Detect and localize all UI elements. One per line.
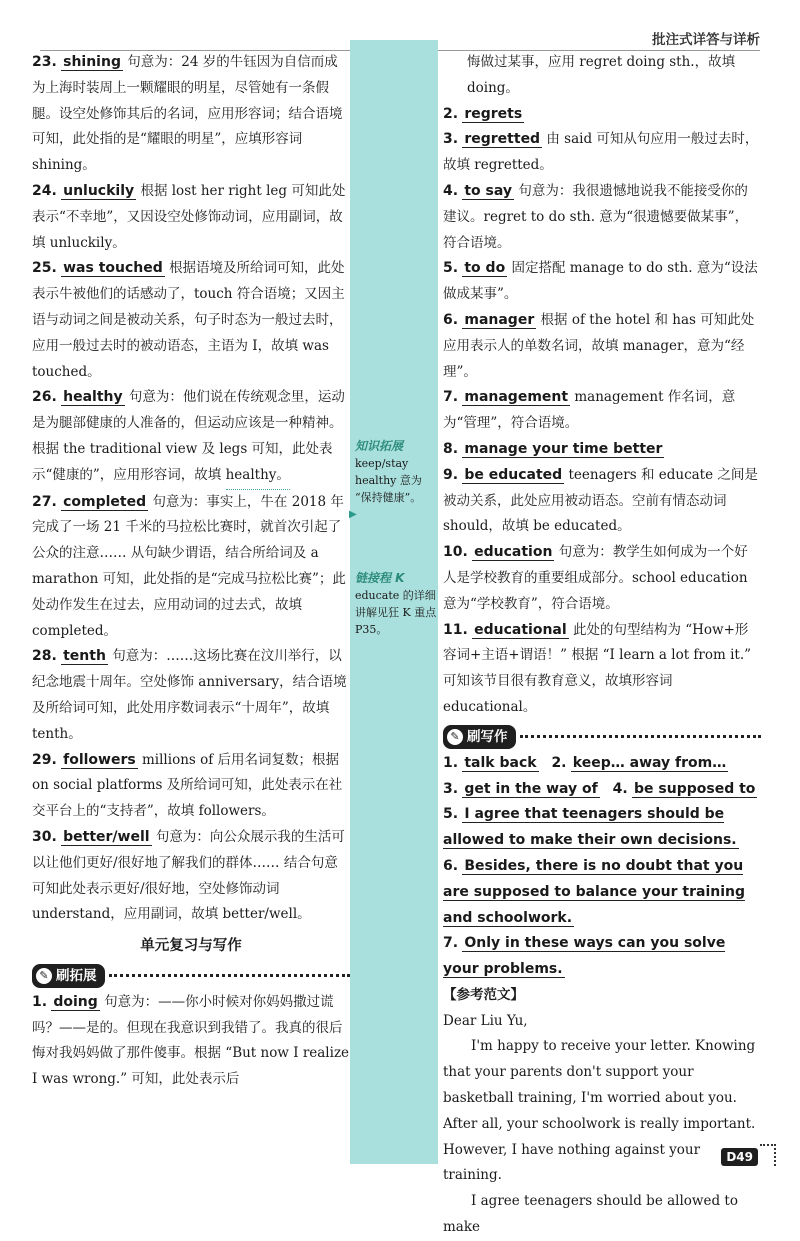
writing-item-5: [443, 802, 761, 854]
page-number: D49: [721, 1148, 758, 1166]
answer-item-26: [32, 385, 350, 489]
item-number: 23.: [32, 54, 57, 70]
item-number: 10.: [443, 544, 468, 561]
margin-note-text: keep/stay healthy 意为 “保持健康”。: [355, 457, 422, 504]
item-number: 30.: [32, 828, 57, 845]
answer-text: educational: [474, 621, 567, 638]
badge-label: 刷写作: [467, 728, 508, 745]
right-column: [443, 50, 761, 1241]
answer-item-3: [443, 127, 761, 179]
answer-text: followers: [63, 751, 136, 768]
item-number: 4.: [612, 780, 628, 797]
explanation-text: 此处的句型结构为 “How+形容词+主语+谓语！” 根据 “I learn a lot from it.” 可知该节目很有教育意义，故填形容词 educational。: [443, 621, 752, 715]
answer-item-6: [443, 308, 761, 385]
answer-text: I agree that teenagers should be allowed to make their own decisions.: [443, 806, 737, 849]
answer-text: unluckily: [63, 182, 135, 199]
answer-item-4: [443, 179, 761, 256]
writing-item-6: [443, 854, 761, 931]
item-number: 1.: [32, 993, 48, 1010]
answer-text: regretted: [464, 131, 541, 148]
pen-icon: ✎: [36, 968, 52, 984]
writing-item-7: [443, 931, 761, 983]
writing-badge: [443, 725, 516, 749]
badge-label: 刷拓展: [56, 967, 97, 984]
sample-label: 【参考范文】: [443, 986, 524, 1003]
answer-item-27: [32, 490, 350, 645]
answer-item-23: [32, 50, 350, 179]
answer-text: manage your time better: [464, 440, 663, 457]
pen-icon: ✎: [447, 729, 463, 745]
answer-item-25: [32, 256, 350, 385]
answer-text: management: [464, 389, 569, 406]
explanation-text: 固定搭配 manage to do sth. 意为“设法做成某事”。: [443, 260, 758, 303]
explanation-text: 句意为：……这场比赛在汶川举行，以纪念地震十周年。空处修饰 anniversary，结合语境及所给词可知，此处用序数词表示“十周年”，故填 tenth。: [32, 648, 347, 742]
item-number: 9.: [443, 466, 459, 483]
answer-text: shining: [63, 54, 121, 70]
item-number: 29.: [32, 751, 57, 768]
extension-section-header: [32, 964, 350, 988]
letter-paragraph-2: I agree teenagers should be allowed to make: [443, 1193, 738, 1236]
answer-item-30: [32, 825, 350, 928]
answer-text: doing: [53, 993, 98, 1010]
answer-text: get in the way of: [464, 780, 598, 797]
answer-item-29: [32, 748, 350, 825]
margin-note-tag: 链接程 K: [355, 571, 405, 585]
margin-note-text: educate 的详细讲解见狂 K 重点 P35。: [355, 589, 437, 636]
item-number: 3.: [443, 780, 459, 797]
extension-item-1: [32, 990, 350, 1093]
item-number: 27.: [32, 493, 57, 510]
pointer-icon: ▶: [349, 509, 357, 520]
explanation-text: 根据 lost her right leg 可知此处表示“不幸地”，又因设空处修饰动词，应用副词，故填 unluckily。: [32, 182, 346, 251]
explanation-text: teenagers 和 educate 之间是被动关系，此处应用被动语态。空前有情态动词 should，故填 be educated。: [443, 466, 758, 535]
item-number: 6.: [443, 857, 459, 874]
letter-paragraph-1: I'm happy to receive your letter. Knowing that your parents don't support your basketball training, I'm worried about you. After all, your schoolwork is really important. However, I have nothing against your training.: [443, 1038, 756, 1184]
answer-item-9: [443, 463, 761, 540]
item-number: 7.: [443, 935, 459, 952]
item-number: 2.: [551, 754, 567, 771]
item-number: 25.: [32, 260, 57, 277]
explanation-text: 句意为：教学生如何成为一个好人是学校教育的重要组成部分。school education 意为“学校教育”，符合语境。: [443, 544, 748, 612]
page-header: 批注式详答与详析: [652, 32, 760, 48]
item-number: 7.: [443, 389, 459, 406]
answer-item-28: [32, 644, 350, 747]
continuation-text: 悔做过某事，应用 regret doing sth.，故填 doing。: [467, 54, 736, 96]
item-number: 5.: [443, 806, 459, 823]
answer-text: to say: [464, 182, 513, 199]
answer-text: education: [474, 544, 553, 561]
left-column: [32, 50, 350, 1093]
writing-items-1-2: [443, 751, 761, 777]
answer-text: be educated: [464, 466, 563, 483]
dotted-divider: [520, 735, 762, 738]
explanation-text: millions of 后用名词复数；根据 on social platforms 及所给词可知，此处表示在社交平台上的“支持者”，故填 followers。: [32, 751, 343, 820]
answer-text: healthy: [63, 389, 123, 406]
explanation-text: management 作名词，意为“管理”，符合语境。: [443, 389, 736, 432]
explanation-tail: healthy。: [226, 463, 290, 490]
letter-greeting: Dear Liu Yu,: [443, 1012, 528, 1029]
answer-text: to do: [464, 260, 506, 277]
answer-text: be supposed to: [634, 780, 756, 797]
answer-text: manager: [464, 311, 535, 328]
margin-note-knowledge: [355, 438, 441, 506]
answer-item-10: [443, 540, 761, 617]
explanation-text: 根据 of the hotel 和 has 可知此处应用表示人的单数名词，故填 manager，意为“经理”。: [443, 311, 755, 380]
item-number: 6.: [443, 311, 459, 328]
unit-title: 单元复习与写作: [140, 938, 242, 955]
item-number: 8.: [443, 440, 459, 457]
answer-text: Only in these ways can you solve your problems.: [443, 935, 726, 978]
answer-item-24: [32, 179, 350, 256]
answer-item-5: [443, 256, 761, 308]
item-number: 11.: [443, 621, 468, 638]
writing-section-header: [443, 725, 761, 749]
explanation-text: 句意为：事实上，牛在 2018 年完成了一场 21 千米的马拉松比赛时，就首次引起了公众的注意…… 从句缺少谓语，结合所给词及 a marathon 可知，此处指的是“完成马拉松比赛”；此处动作发生在过去，应用动词的过去式，故填 completed。: [32, 493, 346, 639]
corner-dots: [760, 1144, 776, 1166]
extension-badge: [32, 964, 105, 988]
explanation-text: 句意为：我很遗憾地说我不能接受你的建议。regret to do sth. 意为“很遗憾要做某事”，符合语境。: [443, 182, 749, 251]
answer-text: tenth: [63, 648, 106, 665]
sample-letter: [443, 983, 761, 1241]
answer-item-2: [443, 102, 761, 128]
item-number: 3.: [443, 131, 459, 148]
explanation-text: 根据语境及所给词可知，此处表示牛被他们的话感动了，touch 符合语境；又因主语与动词之间是被动关系，句子时态为一般过去时，应用一般过去时的被动语态，主语为 I，故填 was touched。: [32, 260, 345, 380]
answer-text: was touched: [63, 260, 163, 277]
item-number: 1.: [443, 754, 459, 771]
item-number: 24.: [32, 182, 57, 199]
answer-item-11: [443, 618, 761, 721]
margin-note-link: [355, 570, 441, 638]
answer-item-7: [443, 385, 761, 437]
answer-text: completed: [63, 493, 147, 510]
item-number: 4.: [443, 182, 459, 199]
item-number: 26.: [32, 389, 57, 406]
margin-note-tag: 知识拓展: [355, 439, 404, 453]
explanation-text: 句意为：他们说在传统观念里，运动是为腿部健康的人准备的，但运动应该是一种精神。根据 the traditional view 及 legs 可知，此处表示“健康的”，应用形容词，故填: [32, 389, 345, 483]
writing-items-3-4: [443, 777, 761, 803]
answer-item-8: [443, 437, 761, 463]
dotted-divider: [109, 974, 351, 977]
item-number: 28.: [32, 648, 57, 665]
answer-text: keep… away from…: [572, 754, 727, 771]
answer-text: Besides, there is no doubt that you are supposed to balance your training and schoolwork.: [443, 857, 746, 926]
explanation-text: 句意为：——你小时候对你妈妈撒过谎吗？——是的。但现在我意识到我错了。我真的很后悔对我妈妈做了那件傻事。根据 “But now I realize I was wrong.” 可知，此处表示后: [32, 993, 350, 1088]
answer-text: regrets: [464, 105, 523, 122]
answer-text: better/well: [63, 828, 150, 845]
explanation-text: 句意为：向公众展示我的生活可以让他们更好/很好地了解我们的群体…… 结合句意可知此处表示更好/很好地，空处修饰动词 understand，应用副词，故填 better/well。: [32, 828, 345, 923]
item-number: 2.: [443, 105, 459, 122]
item-number: 5.: [443, 260, 459, 277]
answer-text: talk back: [464, 754, 537, 771]
explanation-text: 句意为：24 岁的牛钰因为自信而成为上海时装周上一颗耀眼的明星，尽管她有一条假腿。设空处修饰其后的名词，应用形容词；结合语境可知，此处指的是“耀眼的明星”，应填形容词 shining。: [32, 54, 343, 174]
explanation-text: 由 said 可知从句应用一般过去时，故填 regretted。: [443, 131, 759, 174]
